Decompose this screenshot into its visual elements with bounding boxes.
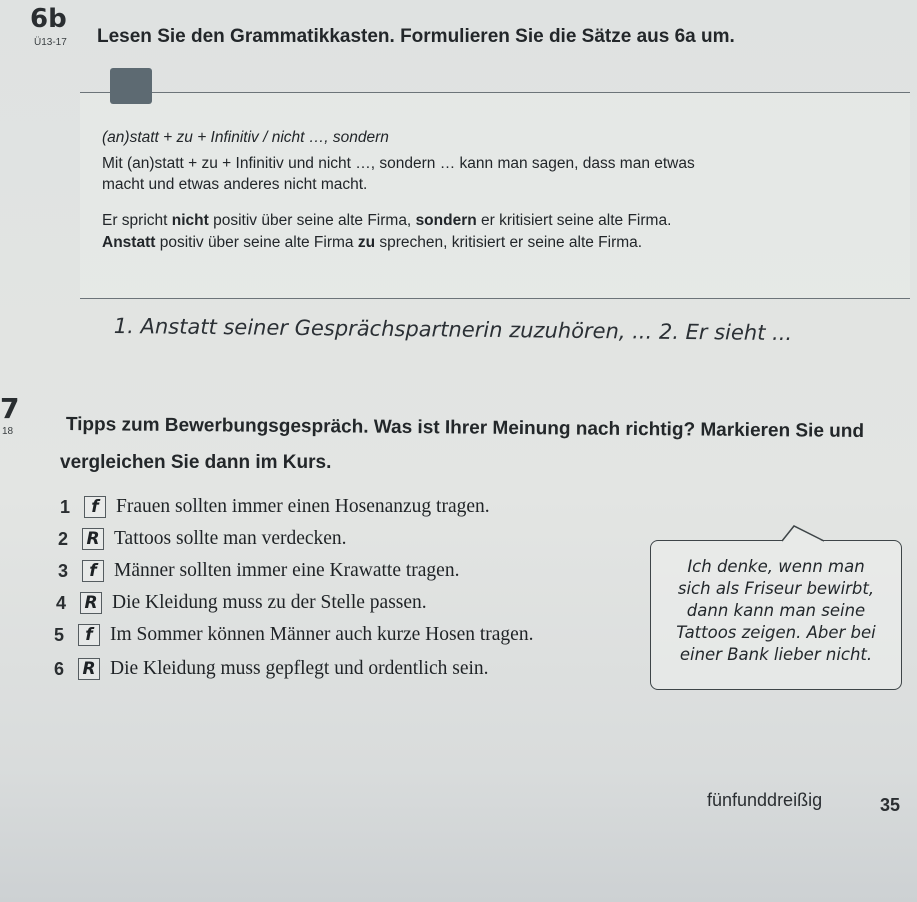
- exercise-instruction-6b: Lesen Sie den Grammatikkasten. Formulieren Sie die Sätze aus 6a um.: [97, 26, 735, 47]
- answer-checkbox[interactable]: f: [82, 560, 104, 582]
- answer-checkbox[interactable]: f: [84, 496, 106, 518]
- answer-checkbox[interactable]: R: [82, 528, 104, 550]
- list-item: [54, 654, 489, 684]
- bubble-line-4: Tattoos zeigen. Aber bei: [676, 623, 876, 642]
- bubble-line-5: einer Bank lieber nicht.: [679, 645, 873, 664]
- example-1-bold2: sondern: [415, 212, 477, 229]
- exercise-number-7: 7: [0, 392, 20, 425]
- item-number: 4: [56, 592, 67, 613]
- bubble-line-3: dann kann man seine: [686, 601, 866, 620]
- item-text: Die Kleidung muss gepflegt und ordentlich sein.: [110, 658, 489, 679]
- item-number: 5: [54, 624, 65, 645]
- item-text: Die Kleidung muss zu der Stelle passen.: [112, 592, 427, 613]
- example-2-bold2: zu: [357, 234, 376, 251]
- example-2-bold1: Anstatt: [102, 234, 156, 251]
- list-item: [56, 588, 427, 618]
- exercise-ref-7: 18: [2, 426, 14, 437]
- grammar-box: [80, 92, 910, 299]
- exercise-number-6b: 6b: [30, 4, 67, 34]
- item-text: Frauen sollten immer einen Hosenanzug tragen.: [116, 496, 490, 517]
- grammar-explanation-1: Mit (an)statt + zu + Infinitiv und nicht …, sondern … kann man sagen, dass man etwas: [102, 155, 695, 172]
- answer-checkbox[interactable]: R: [80, 592, 102, 614]
- bubble-line-2: sich als Friseur bewirbt,: [677, 579, 875, 598]
- list-item: [60, 492, 490, 522]
- list-item: [58, 524, 347, 554]
- page-number: 35: [880, 795, 901, 815]
- example-2-part1: positiv über seine alte Firma: [155, 234, 358, 251]
- item-text: Tattoos sollte man verdecken.: [114, 528, 347, 549]
- item-number: 3: [58, 560, 69, 581]
- bubble-line-1: Ich denke, wenn man: [687, 557, 865, 576]
- example-1-bold1: nicht: [171, 212, 209, 229]
- example-1-part1: Er spricht: [102, 212, 172, 229]
- item-text: Männer sollten immer eine Krawatte tragen.: [114, 560, 460, 581]
- grammar-title: (an)statt + zu + Infinitiv / nicht …, sondern: [102, 129, 389, 146]
- example-1-part2: positiv über seine alte Firma,: [208, 212, 416, 229]
- speech-bubble-text: [650, 556, 902, 666]
- answer-checkbox[interactable]: f: [78, 624, 100, 646]
- item-text: Im Sommer können Männer auch kurze Hosen tragen.: [110, 624, 534, 645]
- item-number: 2: [58, 528, 69, 549]
- page-number-word: fünfunddreißig: [707, 790, 823, 810]
- exercise-instruction-7-line1: Tipps zum Bewerbungsgespräch. Was ist Ihrer Meinung nach richtig? Markieren Sie und: [65, 414, 865, 442]
- list-item: [58, 556, 459, 586]
- exercise-ref-6b: Ü13-17: [34, 37, 67, 48]
- grammar-example-2: [102, 233, 642, 252]
- speech-bubble-tail-icon: [780, 524, 840, 544]
- item-number: 6: [54, 658, 65, 679]
- grammar-example-1: [102, 211, 671, 230]
- handwritten-answer: 1. Anstatt seiner Gesprächspartnerin zuzuhören, ... 2. Er sieht ...: [113, 314, 793, 346]
- exercise-instruction-7-line2: vergleichen Sie dann im Kurs.: [60, 452, 332, 473]
- grammar-tab-icon: [110, 68, 152, 104]
- item-number: 1: [60, 496, 71, 517]
- list-item: [54, 620, 533, 650]
- example-2-part2: sprechen, kritisiert er seine alte Firma.: [375, 234, 643, 251]
- grammar-explanation-2: macht und etwas anderes nicht macht.: [102, 176, 368, 193]
- example-1-part3: er kritisiert seine alte Firma.: [476, 212, 672, 229]
- answer-checkbox[interactable]: R: [78, 658, 100, 680]
